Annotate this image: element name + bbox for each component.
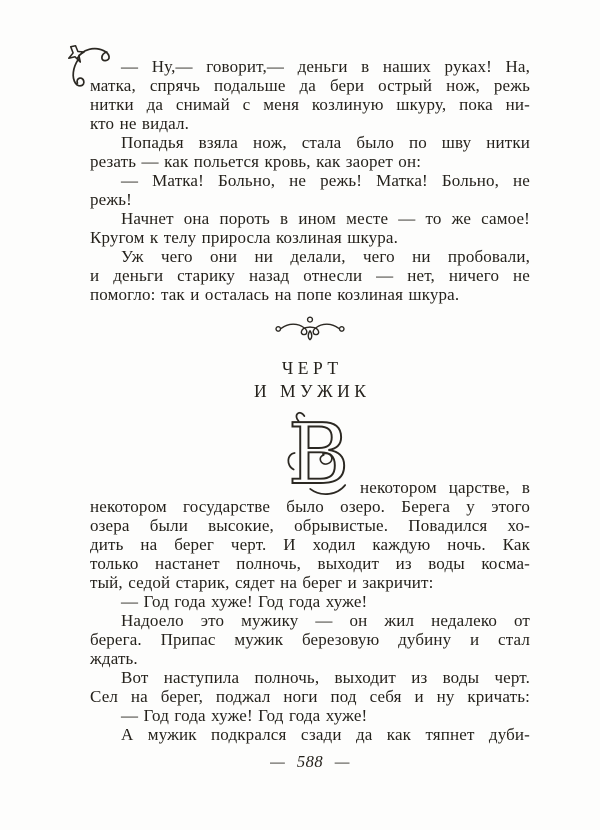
title-line-1: ЧЕРТ: [281, 358, 343, 378]
text-line: — Год года хуже! Год года хуже!: [121, 706, 368, 725]
story-opening: [90, 409, 530, 497]
text-line: Попадья взяла нож, стала было по шву нитки: [121, 133, 530, 152]
text-line: — Год года хуже! Год года хуже!: [121, 592, 368, 611]
text-line: Уж чего они ни делали, чего ни пробовали,: [121, 247, 530, 266]
text-line: помогло: так и осталась на попе козлиная шкура.: [90, 285, 460, 304]
text-line: некотором государстве было озеро. Берега у этого: [90, 497, 530, 516]
text-line: ждать.: [90, 649, 138, 668]
story-title: [90, 357, 530, 403]
text-line: резать — как польется кровь, как заорет он:: [90, 152, 422, 171]
text-line: Вот наступила полночь, выходит из воды черт.: [121, 668, 530, 687]
text-line: — Ну,— говорит,— деньги в наших руках! На,: [121, 57, 530, 76]
title-line-2: И МУЖИК: [254, 381, 371, 401]
text-line: матка, спрячь подальше да бери острый нож, режь: [90, 76, 530, 95]
page-number: — 588 —: [270, 752, 350, 771]
opening-line: некотором царстве, в: [360, 478, 530, 497]
text-line: и деньги старику назад отнесли — нет, ничего не: [90, 266, 530, 285]
text-line: Сел на берег, поджал ноги под себя и ну кричать:: [90, 687, 530, 706]
text-line: дить на берег черт. И ходил каждую ночь. Как: [90, 535, 530, 554]
text-column: [90, 57, 530, 744]
story-main-block: [90, 497, 530, 744]
text-line: Начнет она пороть в ином месте — то же самое!: [121, 209, 530, 228]
drop-cap-letter: В: [287, 409, 350, 497]
drop-cap-initial-ve-icon: [283, 409, 351, 497]
text-line: тый, седой старик, сядет на берег и закричит:: [90, 573, 434, 592]
text-line: режь!: [90, 190, 132, 209]
story-end-block: [90, 57, 530, 304]
divider-ornament-icon: [272, 314, 348, 342]
text-line: берега. Припас мужик березовую дубину и стал: [90, 630, 530, 649]
text-line: — Матка! Больно, не режь! Матка! Больно, не: [121, 171, 530, 190]
text-line: А мужик подкрался сзади да как тяпнет дуби-: [121, 725, 530, 744]
text-line: озера были высокие, обрывистые. Повадился хо-: [90, 516, 530, 535]
text-line: нитки да снимай с меня козлиную шкуру, пока ни-: [90, 95, 530, 114]
text-line: Кругом к телу приросла козлиная шкура.: [90, 228, 399, 247]
text-line: кто не видал.: [90, 114, 190, 133]
text-line: Надоело это мужику — он жил недалеко от: [121, 611, 530, 630]
text-line: только настанет полночь, выходит из воды косма-: [90, 554, 530, 573]
